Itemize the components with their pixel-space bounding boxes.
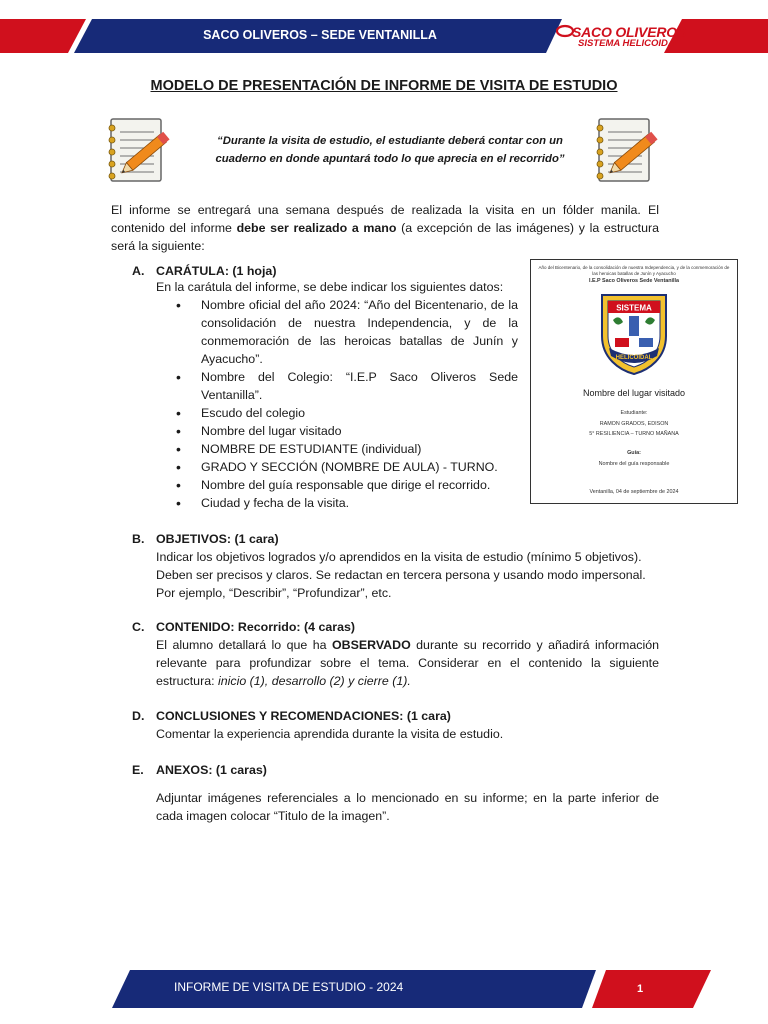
section-c-heading bbox=[132, 620, 355, 634]
intro-bold: debe ser realizado a mano bbox=[236, 221, 397, 235]
intro-text-2: (a excepción de las imágenes) y la estructura será la siguiente: bbox=[111, 221, 659, 253]
section-e-text: Adjuntar imágenes referenciales a lo mencionado en su informe; en la parte inferior de cada imagen colocar “Titulo de la imagen”. bbox=[156, 791, 659, 823]
cover-student-label: Estudiante: bbox=[620, 410, 648, 416]
section-b-text bbox=[156, 548, 668, 602]
cover-date: Ventanilla, 04 de septiembre de 2024 bbox=[589, 489, 679, 495]
shield-bottom-text: HELICOIDAL bbox=[615, 355, 653, 361]
section-a-lead: En la carátula del informe, se debe indicar los siguientes datos: bbox=[156, 280, 504, 294]
section-e-title: ANEXOS: (1 caras) bbox=[156, 763, 267, 777]
section-b-line: Por ejemplo, “Describir”, “Profundizar”, etc. bbox=[156, 586, 392, 600]
header-title: SACO OLIVEROS – SEDE VENTANILLA bbox=[203, 28, 437, 42]
school-shield-icon bbox=[599, 292, 669, 376]
list-item: • Escudo del colegio bbox=[176, 404, 518, 422]
notebook-pencil-icon bbox=[596, 116, 670, 186]
quote-line-1: “Durante la visita de estudio, el estudiante deberá contar con un bbox=[217, 135, 563, 147]
cover-guide-label: Guía: bbox=[627, 450, 641, 456]
cover-guide: Nombre del guía responsable bbox=[598, 461, 670, 467]
list-item: • Nombre del guía responsable que dirige el recorrido. bbox=[176, 476, 518, 494]
section-a-list bbox=[176, 296, 518, 512]
cover-school: I.E.P Saco Oliveros Sede Ventanilla bbox=[588, 278, 680, 284]
section-c-bold: OBSERVADO bbox=[332, 638, 411, 652]
section-c-text-2: durante su recorrido y añadirá información relevante para profundizar sobre el tema. Considerar en el contenido la siguiente estructura: bbox=[156, 638, 659, 688]
section-b-letter: B. bbox=[132, 532, 145, 546]
notebook-pencil-icon bbox=[108, 116, 182, 186]
section-a-title: CARÁTULA: (1 hoja) bbox=[156, 264, 277, 278]
quote-line-2: cuaderno en donde apuntará todo lo que aprecia en el recorrido” bbox=[215, 153, 565, 165]
list-item: • Ciudad y fecha de la visita. bbox=[176, 494, 518, 512]
logo-subtitle: SISTEMA HELICOIDAL bbox=[578, 38, 681, 49]
cover-grade: 5° RESILIENCIA – TURNO MAÑANA bbox=[589, 431, 679, 437]
section-b-line: Deben ser precisos y claros. Se redactan en tercera persona y usando modo impersonal. bbox=[156, 568, 646, 582]
section-c-text bbox=[156, 636, 659, 690]
list-item: • Nombre oficial del año 2024: “Año del Bicentenario, de la consolidación de nuestra Independencia, y de la conmemoración de las heroicas batallas de Junín y Ayacucho”. bbox=[176, 296, 518, 368]
intro-text-1: El informe se entregará una semana después de realizada la visita en un fólder manila. El contenido del informe bbox=[111, 203, 659, 235]
section-c-letter: C. bbox=[132, 620, 145, 634]
page-title: MODELO DE PRESENTACIÓN DE INFORME DE VISITA DE ESTUDIO bbox=[150, 78, 618, 94]
list-item: • Nombre del lugar visitado bbox=[176, 422, 518, 440]
section-a-heading bbox=[132, 264, 276, 278]
quote bbox=[200, 132, 580, 168]
logo-name: SACO OLIVEROS bbox=[572, 24, 687, 40]
list-item: • Nombre del Colegio: “I.E.P Saco Oliveros Sede Ventanilla”. bbox=[176, 368, 518, 404]
section-b-title: OBJETIVOS: (1 cara) bbox=[156, 532, 279, 546]
footer-title: INFORME DE VISITA DE ESTUDIO - 2024 bbox=[174, 980, 404, 994]
section-a-letter: A. bbox=[132, 264, 145, 278]
list-item: • NOMBRE DE ESTUDIANTE (individual) bbox=[176, 440, 518, 458]
section-d-heading bbox=[132, 709, 451, 723]
section-c-title: CONTENIDO: Recorrido: (4 caras) bbox=[156, 620, 355, 634]
intro-paragraph bbox=[111, 201, 659, 255]
section-c-italic: inicio (1), desarrollo (2) y cierre (1). bbox=[217, 674, 411, 688]
cover-example bbox=[530, 259, 738, 504]
section-d-letter: D. bbox=[132, 709, 145, 723]
section-d-text: Comentar la experiencia aprendida durante la visita de estudio. bbox=[156, 727, 504, 741]
section-e-heading bbox=[132, 763, 267, 777]
cover-year-text: Año del Bicentenario, de la consolidación de nuestra Independencia, y de la conmemoración de las heroicas batallas de Junín y Ayacucho bbox=[538, 265, 730, 276]
section-b-line: Indicar los objetivos logrados y/o aprendidos en la visita de estudio (mínimo 5 objetivos). bbox=[156, 550, 642, 564]
section-d-title: CONCLUSIONES Y RECOMENDACIONES: (1 cara) bbox=[156, 709, 451, 723]
cover-place: Nombre del lugar visitado bbox=[582, 388, 686, 398]
section-c-text-1: El alumno detallará lo que ha bbox=[156, 638, 332, 652]
list-item: • GRADO Y SECCIÓN (NOMBRE DE AULA) - TURNO. bbox=[176, 458, 518, 476]
section-b-heading bbox=[132, 532, 279, 546]
section-e-letter: E. bbox=[132, 763, 144, 777]
cover-student-name: RAMON GRADOS, EDISON bbox=[599, 421, 669, 427]
page-number: 1 bbox=[637, 983, 644, 995]
shield-top-text: SISTEMA bbox=[616, 303, 652, 313]
